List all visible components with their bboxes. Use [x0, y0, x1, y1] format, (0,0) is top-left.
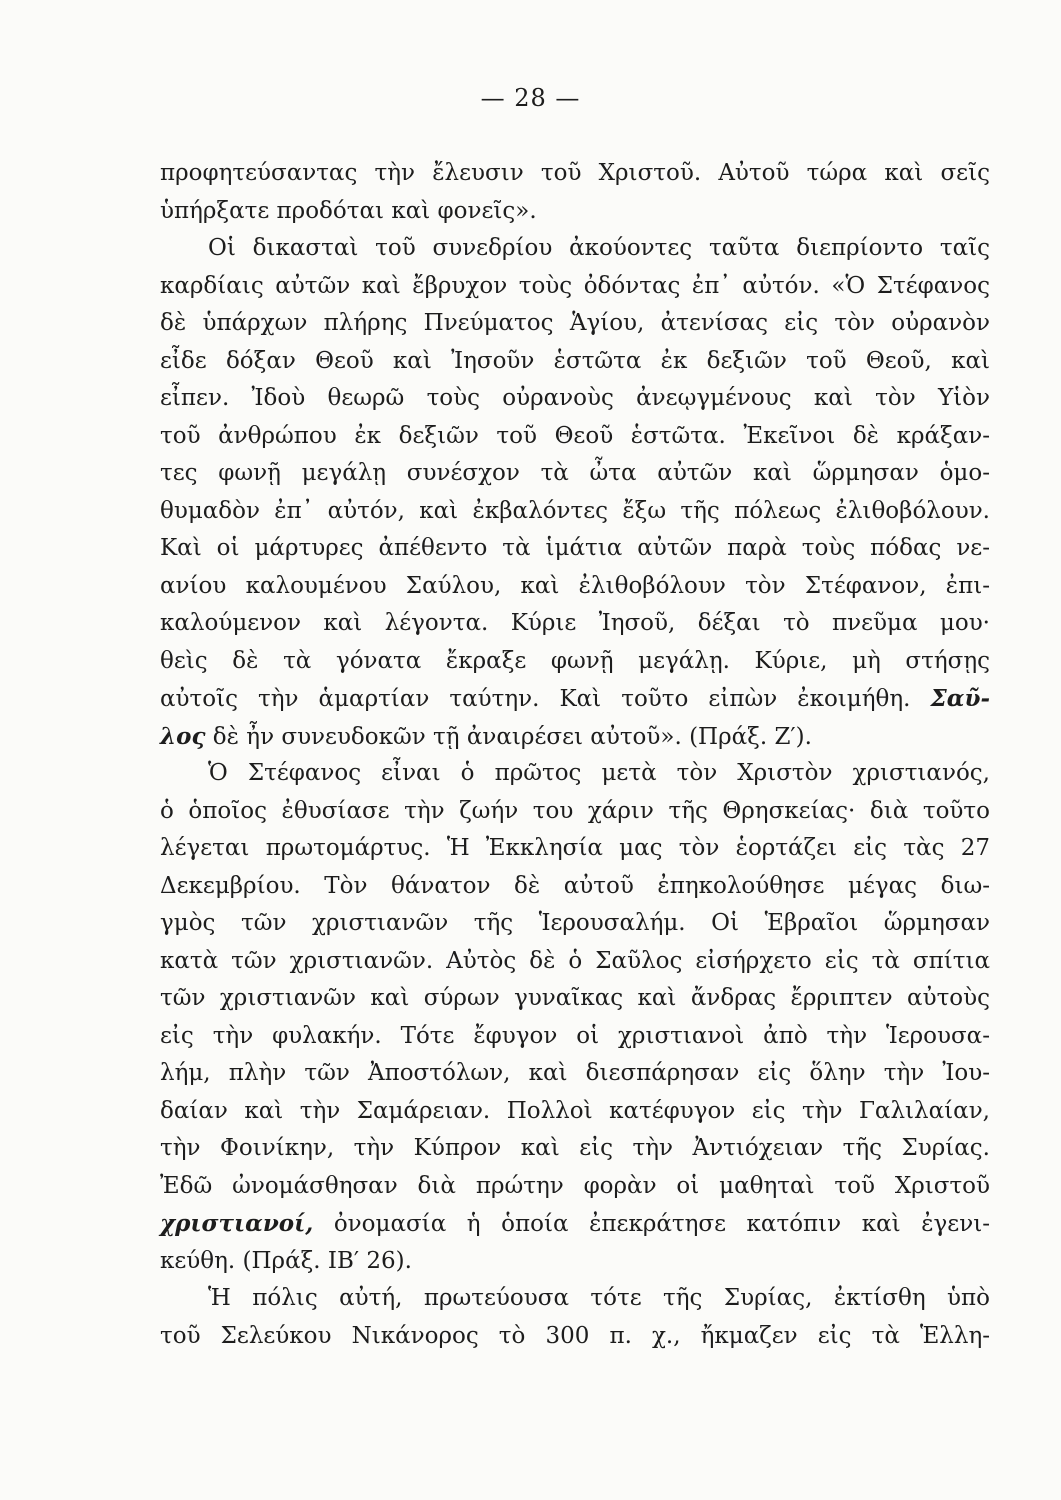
paragraph [160, 1280, 990, 1355]
text-line [160, 305, 990, 343]
text-line [160, 155, 990, 193]
text-line [160, 530, 990, 568]
text-line [160, 1280, 990, 1318]
text-segment: γμὸς τῶν χριστιανῶν τῆς Ἱερουσαλήμ. Οἱ Ἑβραῖοι ὥρμησαν [160, 910, 990, 936]
text-segment: ὀνομασία ἡ ὁποία ἐπεκράτησε κατόπιν καὶ ἐγενι- [313, 1211, 990, 1237]
text-line [160, 1018, 990, 1056]
text-segment: δαίαν καὶ τὴν Σαμάρειαν. Πολλοὶ κατέφυγον εἰς τὴν Γαλιλαίαν, [160, 1097, 990, 1124]
text-line [160, 605, 990, 643]
page-number: — 28 — [480, 84, 581, 112]
text-line [160, 943, 990, 981]
text-line [160, 680, 990, 718]
text-segment: κεύθη. (Πράξ. ΙΒ′ 26). [160, 1247, 412, 1274]
text-segment: λήμ, πλὴν τῶν Ἀποστόλων, καὶ διεσπάρησαν εἰς ὅλην τὴν Ἰου- [160, 1060, 990, 1086]
text-line [160, 643, 990, 681]
text-line [160, 905, 990, 943]
text-line [160, 343, 990, 381]
emphasized-text: χριστιανοί, [160, 1210, 314, 1237]
text-segment: εἶδε δόξαν Θεοῦ καὶ Ἰησοῦν ἑστῶτα ἐκ δεξιῶν τοῦ Θεοῦ, καὶ [160, 347, 990, 374]
text-segment: καλούμενον καὶ λέγοντα. Κύριε Ἰησοῦ, δέξαι τὸ πνεῦμα μου· [160, 610, 990, 636]
emphasized-text: Σαῦ- [930, 685, 990, 712]
body-text [160, 155, 990, 1355]
text-segment: κατὰ τῶν χριστιανῶν. Αὐτὸς δὲ ὁ Σαῦλος εἰσήρχετο εἰς τὰ σπίτια [160, 947, 990, 974]
text-line [160, 493, 990, 531]
text-line [160, 230, 990, 268]
text-line [160, 1168, 990, 1206]
text-segment: Ὁ Στέφανος εἶναι ὁ πρῶτος μετὰ τὸν Χριστὸν χριστιανός, [208, 760, 990, 786]
text-segment: τὴν Φοινίκην, τὴν Κύπρον καὶ εἰς τὴν Ἀντιόχειαν τῆς Συρίας. [160, 1135, 990, 1161]
text-line [160, 1205, 990, 1243]
text-segment: ὑπήρξατε προδόται καὶ φονεῖς». [160, 197, 537, 224]
text-segment: θυμαδὸν ἐπ᾽ αὐτόν, καὶ ἐκβαλόντες ἔξω τῆς πόλεως ἐλιθοβόλουν. [160, 497, 990, 524]
text-segment: Ἐδῶ ὠνομάσθησαν διὰ πρώτην φορὰν οἱ μαθηταὶ τοῦ Χριστοῦ [160, 1172, 990, 1199]
text-line [160, 268, 990, 306]
text-segment: τῶν χριστιανῶν καὶ σύρων γυναῖκας καὶ ἄνδρας ἔρριπτεν αὐτοὺς [160, 985, 990, 1011]
text-line [160, 1055, 990, 1093]
text-line [160, 718, 990, 756]
text-line [160, 755, 990, 793]
text-segment: αὐτοῖς τὴν ἁμαρτίαν ταύτην. Καὶ τοῦτο εἰπὼν ἐκοιμήθη. [160, 686, 931, 712]
text-segment: θεὶς δὲ τὰ γόνατα ἔκραξε φωνῇ μεγάλῃ. Κύριε, μὴ στήσῃς [160, 647, 990, 674]
paragraph [160, 230, 990, 755]
emphasized-text: λος [160, 722, 206, 750]
text-segment: δὲ ἦν συνευδοκῶν τῇ ἀναιρέσει αὐτοῦ». (Πράξ. Ζ′). [205, 723, 812, 750]
text-line [160, 455, 990, 493]
text-line [160, 380, 990, 418]
text-segment: ὁ ὁποῖος ἐθυσίασε τὴν ζωήν του χάριν τῆς Θρησκείας· διὰ τοῦτο [160, 797, 990, 824]
text-segment: Δεκεμβρίου. Τὸν θάνατον δὲ αὐτοῦ ἐπηκολούθησε μέγας διω- [160, 872, 990, 899]
text-segment: καρδίαις αὐτῶν καὶ ἔβρυχον τοὺς ὀδόντας ἐπ᾽ αὐτόν. «Ὁ Στέφανος [160, 272, 990, 299]
text-line [160, 1318, 990, 1356]
text-segment: λέγεται πρωτομάρτυς. Ἡ Ἐκκλησία μας τὸν ἑορτάζει εἰς τὰς 27 [160, 835, 990, 861]
text-segment: εἶπεν. Ἰδοὺ θεωρῶ τοὺς οὐρανοὺς ἀνεῳγμένους καὶ τὸν Υἱὸν [160, 385, 990, 411]
text-line [160, 568, 990, 606]
text-segment: Καὶ οἱ μάρτυρες ἀπέθεντο τὰ ἱμάτια αὐτῶν παρὰ τοὺς πόδας νε- [160, 535, 990, 561]
text-line [160, 1243, 990, 1281]
text-segment: δὲ ὑπάρχων πλήρης Πνεύματος Ἁγίου, ἀτενίσας εἰς τὸν οὐρανὸν [160, 310, 990, 336]
text-line [160, 1093, 990, 1131]
paragraph [160, 755, 990, 1280]
text-line [160, 980, 990, 1018]
text-line [160, 868, 990, 906]
text-line [160, 418, 990, 456]
text-line [160, 793, 990, 831]
text-line [160, 1130, 990, 1168]
text-segment: Οἱ δικασταὶ τοῦ συνεδρίου ἀκούοντες ταῦτα διεπρίοντο ταῖς [208, 235, 990, 261]
paragraph [160, 155, 990, 230]
text-segment: εἰς τὴν φυλακήν. Τότε ἔφυγον οἱ χριστιανοὶ ἀπὸ τὴν Ἱερουσα- [160, 1022, 990, 1049]
text-line [160, 193, 990, 231]
text-segment: προφητεύσαντας τὴν ἔλευσιν τοῦ Χριστοῦ. Αὐτοῦ τώρα καὶ σεῖς [160, 160, 990, 186]
text-segment: Ἡ πόλις αὐτή, πρωτεύουσα τότε τῆς Συρίας, ἐκτίσθη ὑπὸ [208, 1285, 990, 1311]
text-line [160, 830, 990, 868]
text-segment: ανίου καλουμένου Σαύλου, καὶ ἐλιθοβόλουν τὸν Στέφανον, ἐπι- [160, 572, 990, 599]
text-segment: τοῦ Σελεύκου Νικάνορος τὸ 300 π. χ., ἤκμαζεν εἰς τὰ Ἑλλη- [160, 1322, 990, 1349]
text-segment: τοῦ ἀνθρώπου ἐκ δεξιῶν τοῦ Θεοῦ ἑστῶτα. Ἐκεῖνοι δὲ κράξαν- [160, 422, 990, 449]
text-segment: τες φωνῇ μεγάλῃ συνέσχον τὰ ὦτα αὐτῶν καὶ ὥρμησαν ὁμο- [160, 460, 990, 486]
